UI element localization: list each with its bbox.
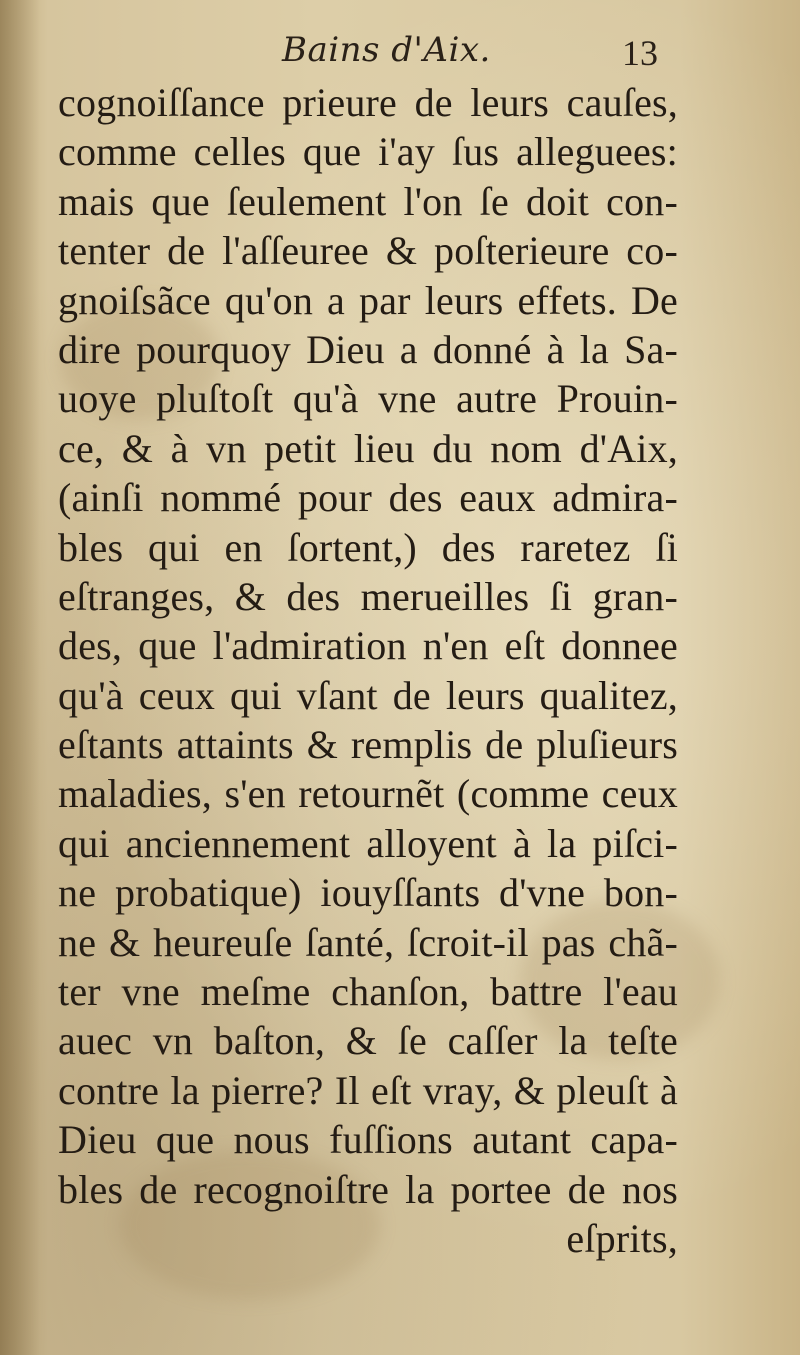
text-line: qu'à ceux qui vſant de leurs qualitez,: [58, 672, 678, 718]
text-line: bles qui en ſortent,) des raretez ſi: [58, 524, 678, 570]
text-line: eſtants attaints & remplis de pluſieurs: [58, 722, 678, 768]
text-line: ne & heureuſe ſanté, ſcroit-il pas chã-: [58, 919, 678, 965]
text-line: tenter de l'aſſeuree & poſterieure co-: [58, 228, 678, 274]
text-line: ter vne meſme chanſon, battre l'eau: [58, 969, 678, 1015]
text-line: des, que l'admiration n'en eſt donnee: [58, 623, 678, 669]
text-line: qui anciennement alloyent à la piſci-: [58, 820, 678, 866]
text-line: ne probatique) iouyſſants d'vne bon-: [58, 870, 678, 916]
running-title: Bains d'Aix.: [282, 30, 491, 70]
page-number: 13: [622, 33, 658, 73]
spine-shadow: [0, 0, 40, 1355]
text-line: mais que ſeulement l'on ſe doit con-: [58, 178, 678, 224]
text-line: uoye pluſtoſt qu'à vne autre Prouin-: [58, 376, 678, 422]
text-line: maladies, s'en retournẽt (comme ceux: [58, 771, 678, 817]
text-line: ce, & à vn petit lieu du nom d'Aix,: [58, 425, 678, 471]
text-line: dire pourquoy Dieu a donné à la Sa-: [58, 326, 678, 372]
catchword: eſprits,: [566, 1215, 678, 1261]
text-line: comme celles que i'ay ſus alleguees:: [58, 129, 678, 175]
text-line: eſtranges, & des merueilles ſi gran-: [58, 573, 678, 619]
text-line: contre la pierre? Il eſt vray, & pleuſt à: [58, 1067, 678, 1113]
text-line: auec vn baſton, & ſe caſſer la teſte: [58, 1018, 678, 1064]
body-text: [58, 78, 678, 1263]
text-line: gnoiſsãce qu'on a par leurs effets. De: [58, 277, 678, 323]
text-line: (ainſi nommé pour des eaux admira-: [58, 475, 678, 521]
text-line: bles de recognoiſtre la portee de nos: [58, 1166, 678, 1212]
page-header: [0, 28, 800, 78]
text-line: cognoiſſance prieure de leurs cauſes,: [58, 80, 678, 125]
text-line: Dieu que nous fuſſions autant capa-: [58, 1117, 678, 1163]
